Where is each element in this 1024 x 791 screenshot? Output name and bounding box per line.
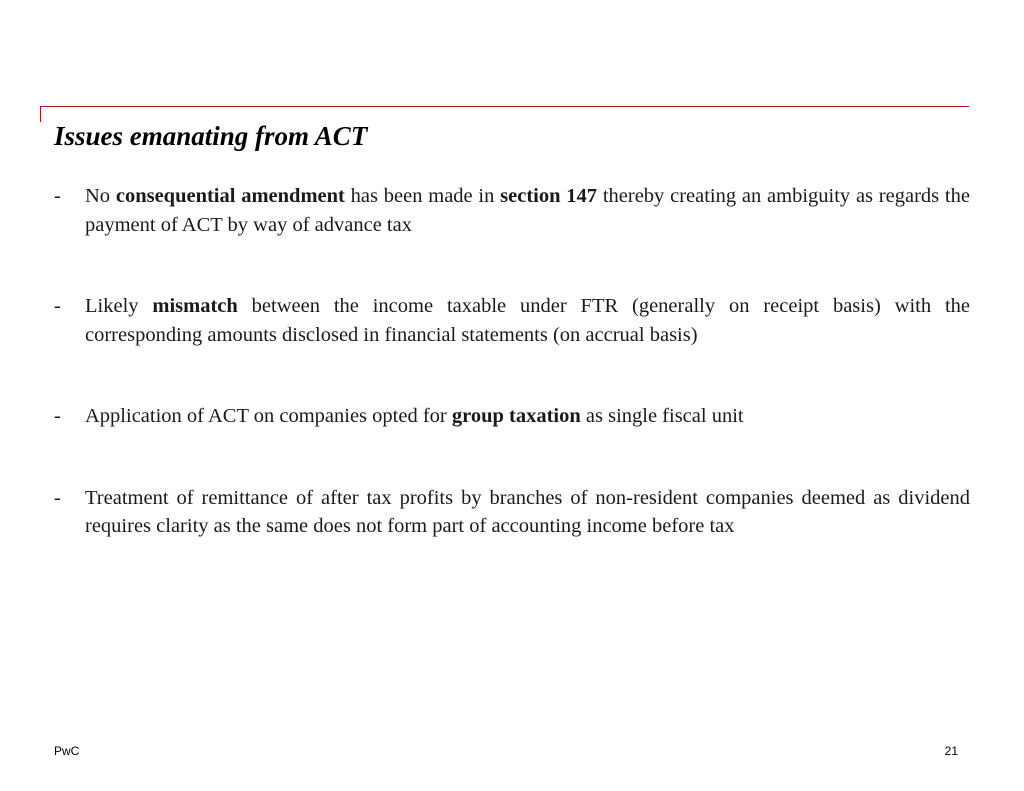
bullet-list [54, 182, 970, 541]
bullet-text: between the income taxable under FTR (generally on receipt basis) with the corresponding amounts disclosed in financial statements (on accrual basis) [85, 295, 971, 346]
bullet-item [54, 292, 970, 349]
header-rule [40, 106, 969, 107]
bullet-text: thereby creating an ambiguity as regards the payment of ACT by way of advance tax [85, 185, 970, 236]
page-number: 21 [944, 744, 958, 758]
bullet-text: No [85, 185, 116, 207]
bullet-emphasis: section 147 [500, 185, 598, 207]
bullet-marker: - [54, 486, 61, 509]
bullet-emphasis: mismatch [152, 295, 238, 317]
bullet-text: as single fiscal unit [580, 405, 744, 427]
bullet-item [54, 402, 970, 431]
bullet-emphasis: group taxation [451, 405, 581, 427]
bullet-marker: - [54, 295, 61, 317]
bullet-marker: - [54, 405, 61, 427]
bullet-item [54, 484, 970, 541]
bullet-item [54, 182, 970, 239]
bullet-emphasis: consequential amendment [115, 185, 345, 207]
bullet-text: Treatment of remittance of after tax profits by branches of non-resident companies deemed as dividend requires clarity as the same does not form part of accounting income before tax [85, 486, 970, 537]
slide-title: Issues emanating from ACT [54, 121, 368, 151]
header-rule-corner [40, 106, 41, 122]
bullet-marker: - [54, 185, 61, 207]
bullet-text: Application of ACT on companies opted for [85, 405, 452, 427]
footer-brand: PwC [54, 744, 80, 758]
bullet-text: has been made in [344, 185, 501, 207]
bullet-text: Likely [85, 295, 153, 317]
